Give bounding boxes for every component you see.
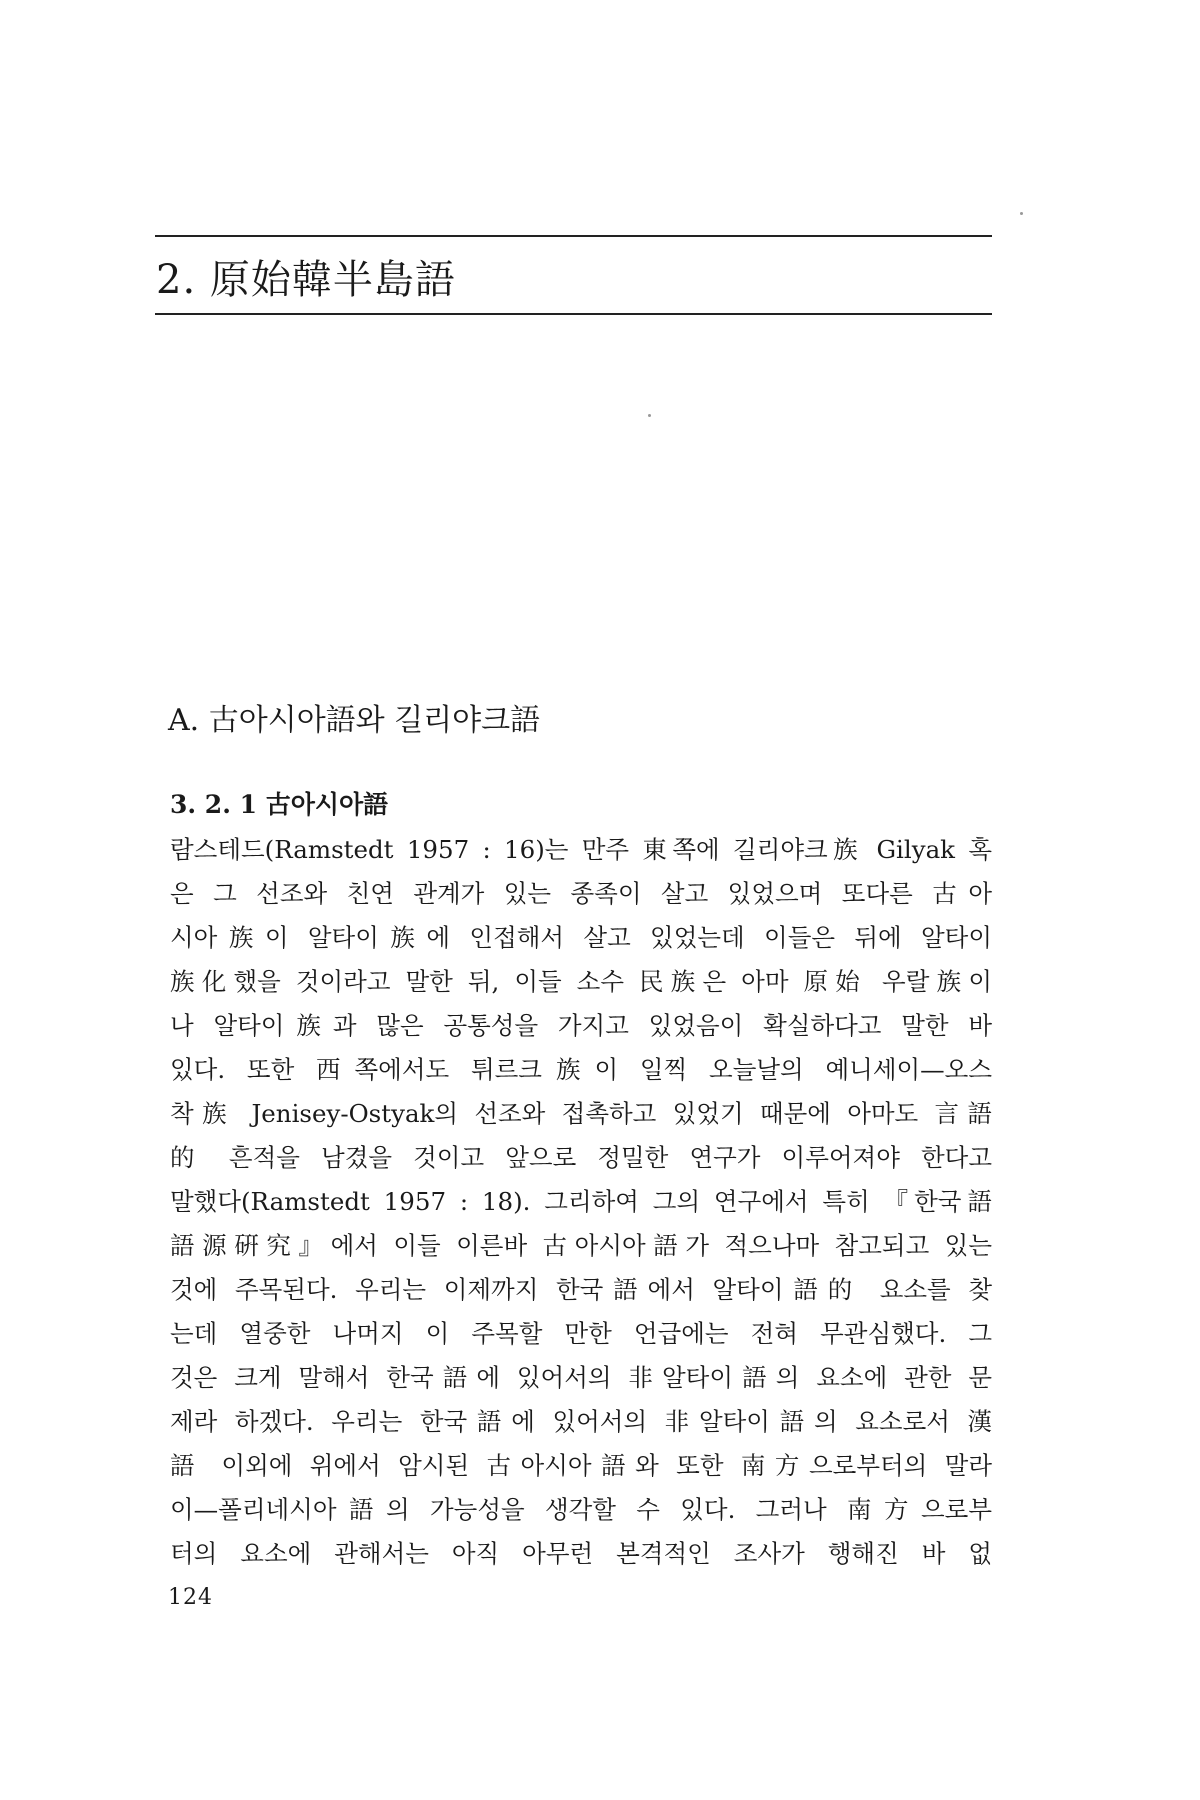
- text-line: 것은 크게 말해서 한국語에 있어서의 非알타이語의 요소에 관한 문: [170, 1363, 992, 1392]
- text-line: 터의 요소에 관해서는 아직 아무런 본격적인 조사가 행해진 바 없: [170, 1539, 992, 1568]
- text-line: 착族 Jenisey-Ostyak의 선조와 접촉하고 있었기 때문에 아마도 言語: [170, 1099, 992, 1128]
- chapter-title: 2. 原始韓半島語: [156, 257, 456, 303]
- chapter-bottom-rule: [155, 313, 992, 315]
- section-heading: A. 古아시아語와 길리야크語: [168, 703, 541, 738]
- scan-speck: [1020, 212, 1023, 215]
- text-line: 語源硏究』에서 이들 이른바 古아시아語가 적으나마 참고되고 있는: [170, 1231, 992, 1260]
- chapter-top-rule: [155, 235, 992, 237]
- subsection-heading: 3. 2. 1 古아시아語: [170, 790, 389, 819]
- text-line: 시아族이 알타이族에 인접해서 살고 있었는데 이들은 뒤에 알타이: [170, 923, 992, 952]
- text-line: 는데 열중한 나머지 이 주목할 만한 언급에는 전혀 무관심했다. 그: [170, 1319, 992, 1348]
- text-line: 제라 하겠다. 우리는 한국語에 있어서의 非알타이語의 요소로서 漢: [170, 1407, 992, 1436]
- text-line: 族化했을 것이라고 말한 뒤, 이들 소수 民族은 아마 原始 우랄族이: [170, 967, 992, 996]
- text-line: 이—폴리네시아語의 가능성을 생각할 수 있다. 그러나 南方으로부: [170, 1495, 992, 1524]
- text-line: 語 이외에 위에서 암시된 古아시아語와 또한 南方으로부터의 말라: [170, 1451, 992, 1480]
- body-paragraph: [170, 828, 992, 1576]
- text-line: 말했다(Ramstedt 1957 : 18). 그리하여 그의 연구에서 특히 『한국語: [170, 1187, 992, 1216]
- page-number: 124: [168, 1585, 213, 1610]
- text-line: 람스테드(Ramstedt 1957 : 16)는 만주 東쪽에 길리야크族 Gilyak 혹: [170, 835, 992, 864]
- text-line: 은 그 선조와 친연 관계가 있는 종족이 살고 있었으며 또다른 古아: [170, 879, 992, 908]
- text-line: 나 알타이族과 많은 공통성을 가지고 있었음이 확실하다고 말한 바: [170, 1011, 992, 1040]
- text-line: 있다. 또한 西쪽에서도 튀르크族이 일찍 오늘날의 예니세이—오스: [170, 1055, 992, 1084]
- scan-speck: [648, 414, 651, 417]
- text-line: 的 흔적을 남겼을 것이고 앞으로 정밀한 연구가 이루어져야 한다고: [170, 1143, 992, 1172]
- text-line: 것에 주목된다. 우리는 이제까지 한국語에서 알타이語的 요소를 찾: [170, 1275, 992, 1304]
